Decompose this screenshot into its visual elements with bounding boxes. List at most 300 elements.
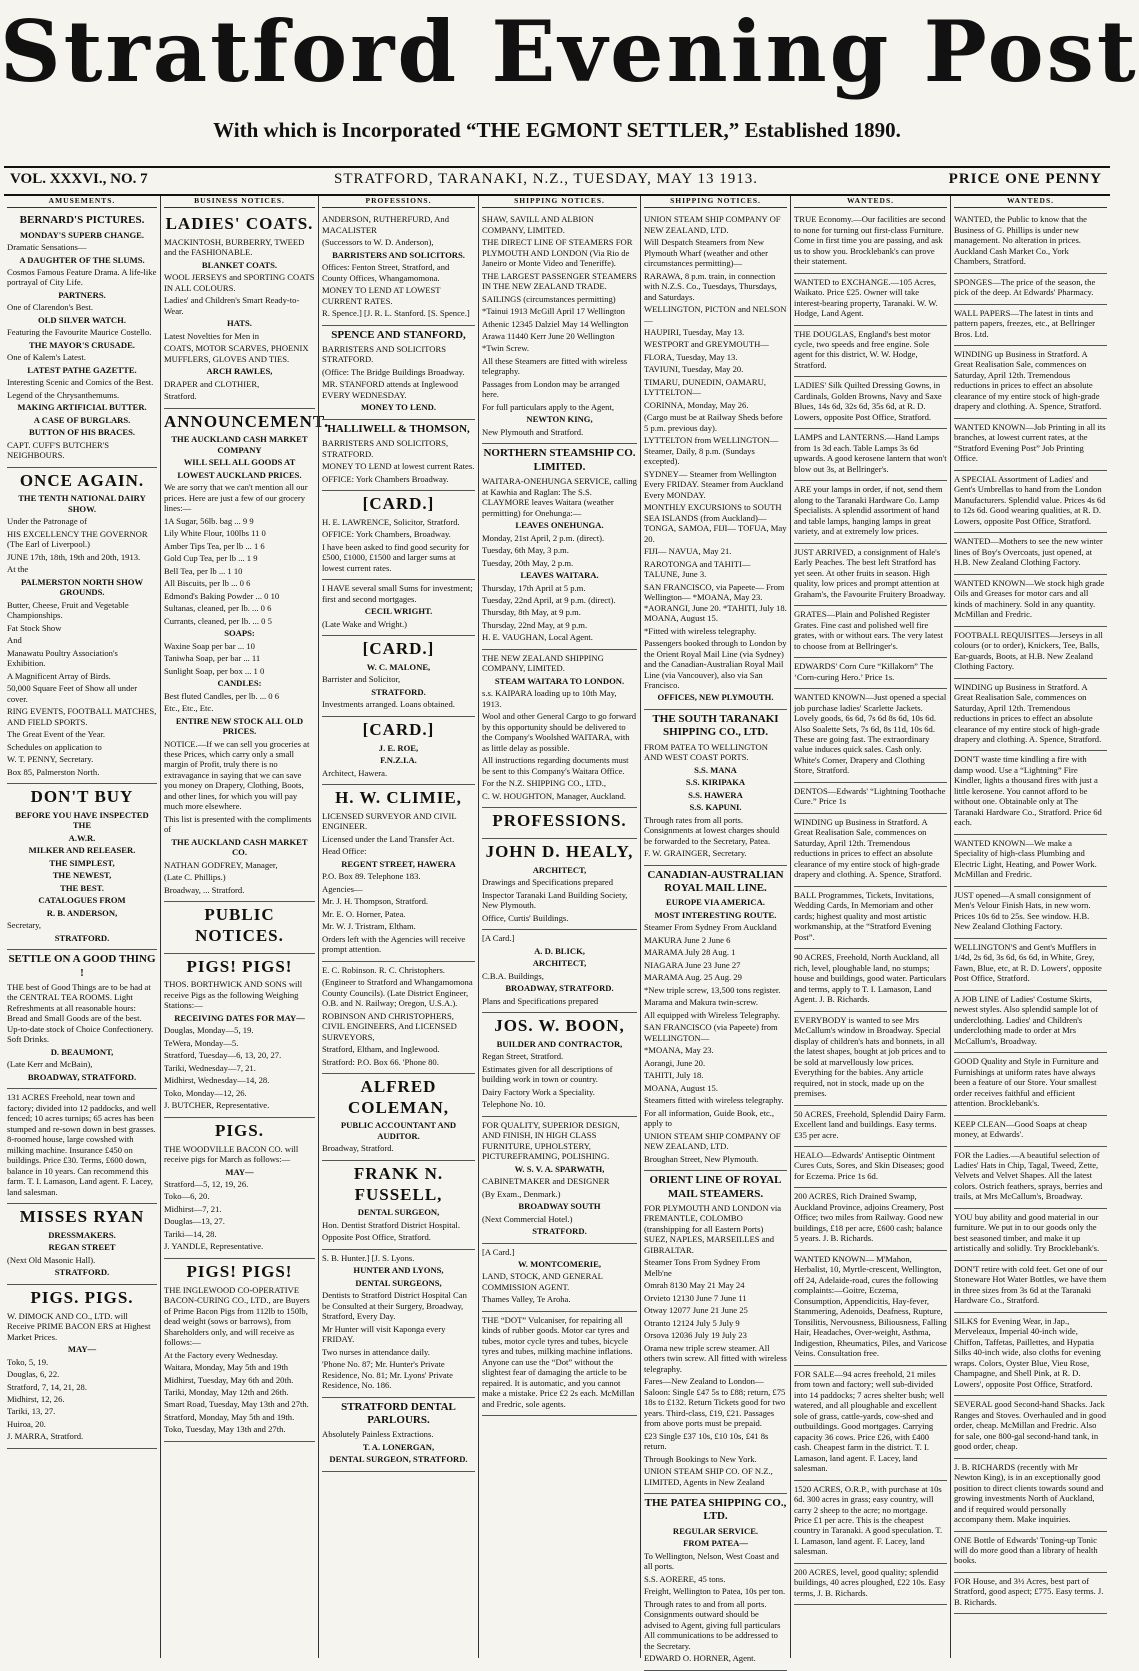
- advert-line: Passengers booked through to London by the Orient Royal Mail Line (via Sydney) and the Canadian-Australian Royal Mail Line (via Vancouver), also via San Francisco.: [644, 638, 787, 690]
- advert-line: FOR PLYMOUTH AND LONDON via FREMANTLE, COLOMBO (transhipping for all Eastern Ports) SUEZ, NAPLES, MARSEILLES and GIBRALTAR.: [644, 1202, 782, 1255]
- advert-line: One of Clarendon's Best.: [7, 302, 94, 313]
- advert-line: Agencies—: [322, 883, 363, 894]
- advert-line: Freight, Wellington to Patea, 10s per ton.: [644, 1586, 786, 1597]
- advert-line: Licensed under the Land Transfer Act.: [322, 833, 455, 844]
- advert-headline: KEEP CLEAN—Good Soaps at cheap money, at Edwards'.: [954, 1118, 1087, 1140]
- advert-headline: A JOB LINE of Ladies' Costume Skirts, newest styles. Also splendid sample lot of underclothing. Ladies' and Children's underclothing made to order at Mrs McCallum's, Broadway.: [954, 993, 1098, 1046]
- advert-line: Arawa 11440 Kerr June 20 Wellington: [482, 330, 615, 341]
- advertisement-block: [794, 481, 947, 543]
- advertisement-block: [644, 211, 787, 710]
- advert-headline: [A Card.]: [482, 1246, 515, 1257]
- advertisement-block: [164, 954, 315, 1118]
- advert-line: BLANKET COATS.: [201, 259, 278, 270]
- advertisement-block: [954, 211, 1107, 273]
- advert-line: SAN FRANCISCO, via Papeete— From Wellington— *MOANA, May 23. *AORANGI, June 20. *TAHITI, July 18. MOANA, August 15.: [644, 581, 787, 624]
- advert-headline: WINDING up Business in Stratford. A Great Realisation Sale, commences on Saturday, April 12th. Tremendous reductions in prices to effect an absolute clearance of my entire stock of high-grade drapery and clothing. A. Spence, Stratford.: [954, 348, 1102, 412]
- advertisement-block: [164, 902, 315, 953]
- advert-headline: ANDERSON, RUTHERFURD, And MACALISTER: [322, 214, 450, 235]
- advert-headline: DON'T BUY: [30, 787, 134, 807]
- advert-headline: STRATFORD DENTAL PARLOURS.: [341, 1400, 456, 1427]
- advert-headline: DON'T waste time kindling a fire with damp wood. Use a “Lightning” Fire Kindler, lights a thousand fires with just a little kerosene. You cannot afford to be without one. Obtainable only at The Taranaki Hardware Co., Stratford. Price 6d each.: [954, 754, 1102, 828]
- advertisement-block: [322, 420, 475, 491]
- advert-line: Stratford—5, 12, 19, 26.: [164, 1179, 249, 1189]
- advert-headline: WANTED KNOWN—We make a Speciality of high-class Plumbing and Electric Light, Heating, and Power Work. McMillan and Fredric.: [954, 837, 1097, 880]
- advert-headline: LADIES' COATS.: [165, 214, 314, 234]
- advert-headline: GRATES—Plain and Polished Register Grates. Fine cast and polished well fire grates, with or without ears. The very latest to choose from at Bellringer's.: [794, 609, 943, 651]
- advert-line: LEAVES WAITARA.: [520, 570, 599, 581]
- advert-line: UNION STEAM SHIP CO. OF N.Z., LIMITED, Agents in New Zealand: [644, 1466, 773, 1487]
- advert-line: Offices: Fenton Street, Stratford, and County Offices, Whangamomona.: [322, 262, 450, 283]
- advert-line: RECEIVING DATES FOR MAY—: [174, 1012, 305, 1023]
- masthead: [0, 0, 1139, 168]
- advertisement-block: [954, 991, 1107, 1053]
- advert-line: Plans and Specifications prepared: [482, 995, 599, 1006]
- advertisement-block: [164, 1259, 315, 1442]
- advert-line: NATHAN GODFREY, Manager,: [164, 859, 278, 870]
- advert-line: £23 Single £37 10s, £10 10s, £41 8s return.: [644, 1430, 769, 1452]
- advert-line: STRATFORD.: [371, 686, 426, 697]
- advert-line: Estimates given for all descriptions of building work in town or country.: [482, 1063, 613, 1085]
- advert-headline: HALLIWELL & THOMSON,: [327, 422, 470, 435]
- advert-headline: E. C. Robinson. R. C. Christophers.: [322, 964, 445, 975]
- advert-headline: TRUE Economy.—Our facilities are second to none for turning out first-class Furniture. Come in first time you are passing, and ask us to show you. Brocklebank's can prove their statement.: [794, 214, 946, 267]
- advert-line: LOWEST AUCKLAND PRICES.: [177, 469, 302, 480]
- advertisement-block: [954, 346, 1107, 419]
- advert-line: New Plymouth and Stratford.: [482, 426, 584, 437]
- advert-headline: ARE your lamps in order, if not, send them along to the Taranaki Hardware Co. Lamp Specialists. A splendid assortment of hand and table lamps, hanging lamps in great variety, and at extremely low prices.: [794, 484, 943, 537]
- advertisement-block: [482, 930, 637, 1013]
- advert-line: WESTPORT and GREYMOUTH—: [644, 339, 769, 350]
- advertisement-block: [954, 751, 1107, 834]
- advert-line: All these Steamers are fitted with wireless telegraphy.: [482, 355, 628, 377]
- advert-line: COATS, MOTOR SCARVES, PHOENIX MUFFLERS, GLOVES AND TIES.: [164, 343, 309, 364]
- advert-line: Cosmos Famous Feature Drama. A life-like portrayal of City Life.: [7, 267, 157, 288]
- advert-line: Best fluted Candles, per lb. ... 0 6: [164, 690, 280, 701]
- advert-headline: 200 ACRES, level, good quality; splendid buildings, 40 acres ploughed, £22 10s. Easy terms, J. B. Richards.: [794, 1566, 946, 1598]
- advert-line: Waxine Soap per bar ... 10: [164, 640, 255, 651]
- advert-line: (Successors to W. D. Anderson),: [322, 237, 434, 248]
- advertisement-block: [322, 1074, 475, 1161]
- advert-line: Athenic 12345 Dalziel May 14 Wellington: [482, 318, 629, 329]
- advert-line: W. S. V. A. SPARWATH,: [514, 1163, 605, 1174]
- advert-line: PUBLIC ACCOUNTANT AND AUDITOR.: [340, 1120, 457, 1141]
- advertisement-block: [322, 1250, 475, 1398]
- advert-headline: FOR QUALITY, SUPERIOR DESIGN, AND FINISH, IN HIGH CLASS FURNITURE, UPHOLSTERY, PICTUREFRAMING, POLISHING.: [482, 1119, 620, 1162]
- column-heading: AMUSEMENTS.: [7, 196, 157, 208]
- advert-headline: NORTHERN STEAMSHIP CO. LIMITED.: [483, 447, 636, 473]
- advert-line: MAY—: [67, 1344, 97, 1355]
- advert-line: F. W. GRAINGER, Secretary.: [644, 848, 747, 859]
- advert-line: MARAMA Aug. 25 Aug. 29: [644, 972, 742, 983]
- dateline: [4, 166, 1110, 196]
- advertisement-block: [954, 1396, 1107, 1458]
- advert-line: At the Factory every Wednesday.: [164, 1349, 278, 1360]
- advert-line: A Magnificent Array of Birds.: [7, 670, 111, 681]
- column-heading: PROFESSIONS.: [322, 196, 475, 208]
- advert-line: MONTHLY EXCURSIONS to SOUTH SEA ISLANDS (from Auckland)— TONGA, SAMOA, FIJI— TOFUA, May 20.: [644, 502, 787, 544]
- advert-line: (Office: The Bridge Buildings Broadway.: [322, 366, 465, 377]
- advert-line: DRESSMAKERS.: [48, 1229, 116, 1240]
- advert-line: And: [7, 635, 22, 646]
- advert-line: W. MONTCOMERIE,: [518, 1259, 601, 1269]
- advert-headline: SHAW, SAVILL AND ALBION COMPANY, LIMITED.: [482, 214, 594, 235]
- advert-headline: ALFRED COLEMAN,: [347, 1077, 450, 1117]
- advert-headline: THE “DOT” Vulcaniser, for repairing all kinds of rubber goods. Motor car tyres and tubes, motor cycle tyres and tubes, bicycle tyres and tubes, milking machine inflations. Anyone can use the “Dot” without the slightest fear of damaging the article to be repaired. It is automatic, and you cannot make a mistake. Price £2 2s each. McMillan and Fredric, sole agents.: [482, 1314, 635, 1409]
- advertisement-block: [794, 814, 947, 887]
- advert-line: Stratford, Monday, May 5th and 19th.: [164, 1411, 295, 1422]
- advert-line: TAVIUNI, Tuesday, May 20.: [644, 364, 744, 375]
- advertisement-block: [794, 949, 947, 1011]
- advert-headline: JOHN D. HEALY,: [485, 841, 634, 861]
- advert-line: MR. STANFORD attends at Inglewood EVERY WEDNESDAY.: [322, 379, 459, 400]
- place-and-date: STRATFORD, TARANAKI, N.Z., TUESDAY, MAY 13 1913.: [334, 171, 758, 187]
- advert-line: Monday, 21st April, 2 p.m. (direct).: [482, 532, 605, 543]
- advertisement-block: [322, 1398, 475, 1472]
- advert-line: H. E. LAWRENCE, Solicitor, Stratford.: [322, 516, 460, 527]
- advert-line: At the: [7, 564, 29, 575]
- advert-headline: FOR SALE—94 acres freehold, 21 miles from town and factory; well sub-divided into 14 paddocks; 7 acres shelter bush; well watered, and all ploughable and excellent sole of grass, cattle-yards, cow-shed and outbuildings. Good mortgages. Carrying capacity 36 cows. Price £26, with £400 cash. Cheapest farm in the district. T. I. Lamason, land agent. F. Lacey, land salesman.: [794, 1368, 945, 1474]
- advert-line: MARAMA July 28 Aug. 1: [644, 947, 736, 958]
- advert-line: Mr. J. H. Thompson, Stratford.: [322, 896, 429, 907]
- advert-line: C. W. HOUGHTON, Manager, Auckland.: [482, 790, 626, 801]
- advert-line: Ladies' and Children's Smart Ready-to-Wear.: [164, 295, 300, 316]
- advert-line: Toko, 5, 19.: [7, 1356, 49, 1367]
- advert-line: *Twin Screw.: [482, 343, 530, 354]
- advert-line: HAUPIRI, Tuesday, May 13.: [644, 326, 745, 337]
- column-3: [318, 196, 478, 1658]
- advert-headline: SETTLE ON A GOOD THING !: [8, 953, 156, 979]
- advertisement-block: [7, 1089, 157, 1204]
- advert-line: Dairy Factory Work a Speciality.: [482, 1086, 595, 1097]
- advert-line: Bell Tea, per lb ... 1 10: [164, 565, 243, 576]
- column-heading: SHIPPING NOTICES.: [644, 196, 787, 208]
- advertisement-block: [322, 785, 475, 962]
- advert-headline: LADIES' Silk Quilted Dressing Gowns, in Cardinals, Golden Browns, Navy and Saxe Blues, 14s 6d, 32s 6d, 35s 6d, at R. D. Lowers, opposite Post Office, Stratford.: [794, 380, 942, 422]
- advert-line: ARCHITECT,: [532, 958, 587, 969]
- advert-line: DRAPER and CLOTHIER,: [164, 378, 260, 389]
- advert-headline: PIGS. PIGS.: [30, 1287, 134, 1307]
- advert-line: Fat Stock Show: [7, 622, 62, 633]
- advert-line: Thursday, 22nd May, at 9 p.m.: [482, 619, 588, 630]
- advert-line: *Tainui 1913 McGill April 17 Wellington: [482, 306, 625, 317]
- advertisement-block: [322, 717, 475, 785]
- advert-line: Thursday, 17th April at 5 p.m.: [482, 582, 586, 593]
- advert-line: THE best of Good Things are to be had at the CENTRAL TEA ROOMS. Light Refreshments at all reasonable hours: Bread and Small Goods are of the best. Up-to-date stock of Choice Confectionery. Soft Drinks.: [7, 981, 154, 1045]
- advert-headline: 1520 ACRES, O.R.P., with purchase at 10s 6d. 300 acres in grass; easy country, will carry 2 sheep to the acre; no mortgage. Price £1 per acre. This is the cheapest country in Taranaki. A good speculation. T. I. Lamason, land agent. F. Lacey, land salesman.: [794, 1483, 943, 1557]
- advert-headline: ONE Bottle of Edwards' Toning-up Tonic will do more good than a library of health books.: [954, 1534, 1098, 1566]
- advertisement-block: [794, 1106, 947, 1147]
- advert-headline: WANTED, the Public to know that the Business of G. Phillips is under new management. No alteration in prices. Auckland Cash Market Co., York Chambers, Stratford.: [954, 214, 1087, 267]
- advert-line: Head Office:: [322, 846, 367, 857]
- advert-headline: HEALO—Edwards' Antiseptic Ointment Cures Cuts, Sores, and Skin Diseases; good for Eczema. Price 1s 6d.: [794, 1149, 944, 1181]
- advertisement-block: [954, 575, 1107, 627]
- advert-line: Wool and other General Cargo to go forward by this opportunity should be delivered to the Company's Woolshed WAITARA, with as little delay as possible.: [482, 711, 637, 753]
- advert-line: *Fitted with wireless telegraphy.: [644, 625, 757, 636]
- advert-line: Steamer From Sydney From Auckland: [644, 922, 777, 933]
- advertisement-block: [794, 689, 947, 783]
- advertisement-block: [164, 409, 330, 903]
- advert-line: WOOL JERSEYS and SPORTING COATS IN ALL COLOURS.: [164, 272, 315, 293]
- advertisement-block: [954, 835, 1107, 887]
- advert-line: MONEY TO LEND AT LOWEST CURRENT RATES.: [322, 285, 441, 306]
- advert-headline: THE NEW ZEALAND SHIPPING COMPANY, LIMITED.: [482, 652, 604, 674]
- advert-line: (Cargo must be at Railway Sheds before 5 p.m. previous day).: [644, 412, 783, 433]
- advertisement-block: [322, 962, 475, 1074]
- advert-line: UNION STEAM SHIP COMPANY OF NEW ZEALAND, LTD.: [644, 1130, 781, 1152]
- advert-line: Etc., Etc., Etc.: [164, 703, 214, 714]
- advert-headline: JOS. W. BOON,: [494, 1016, 625, 1036]
- advert-line: Broadway, ... Stratford.: [164, 884, 245, 895]
- advert-line: J. MARRA, Stratford.: [7, 1431, 84, 1442]
- advert-headline: MISSES RYAN: [19, 1207, 145, 1227]
- advert-line: ROBINSON AND CHRISTOPHERS, CIVIL ENGINEERS, And LICENSED SURVEYORS,: [322, 1010, 457, 1042]
- advert-headline: WELLINGTON'S and Gent's Mufflers in 1/4d, 2s 6d, 3s 6d, 6s 6d, in White, Grey, Fawn, Blue, etc, at R. D. Lowers', opposite Post Office, Stratford.: [954, 941, 1102, 984]
- advert-headline: YOU buy ability and good material in our furniture. We put in to our goods only the best seasoned timber, and make it up artistically and solidly. Try Brocklebank's.: [954, 1211, 1100, 1254]
- advert-headline: 50 ACRES, Freehold, Splendid Dairy Farm. Excellent land and buildings. Easy terms. £35 per acre.: [794, 1108, 946, 1140]
- advertisement-block: [954, 1147, 1107, 1209]
- advert-line: JUNE 17th, 18th, 19th and 20th, 1913.: [7, 551, 141, 562]
- advert-line: All Biscuits, per lb ... 0 6: [164, 578, 251, 589]
- advert-line: HUNTER AND LYONS,: [353, 1265, 444, 1276]
- advertisement-block: [7, 1285, 157, 1449]
- advertisement-block: [794, 377, 947, 429]
- advert-line: Dentists to Stratford District Hospital Can be Consulted at their Surgery, Broadway, Stratford, Every Day.: [322, 1290, 467, 1322]
- advert-line: Featuring the Favourite Maurice Costello.: [7, 327, 152, 338]
- advert-line: THE AUCKLAND CASH MARKET COMPANY: [171, 434, 308, 455]
- advert-line: P.O. Box 89. Telephone 183.: [322, 871, 421, 882]
- advert-line: NOTICE.—If we can sell you groceries at these Prices, which carry only a small margin of Profit, truly there is no extravagance in saying that we can save you money on Drapery, Clothing, Boots, and other lines, for which you will pay much more elsewhere.: [164, 738, 310, 812]
- advert-line: H. E. VAUGHAN, Local Agent.: [482, 632, 593, 643]
- advertisement-block: [794, 1564, 947, 1605]
- advert-line: SOAPS:: [224, 628, 255, 639]
- advert-line: THE BEST.: [60, 882, 104, 893]
- advert-line: Broadway, Stratford.: [322, 1143, 394, 1154]
- advert-line: Douglas, Monday—5, 19.: [164, 1025, 254, 1036]
- advert-line: (Late Kerr and McBain),: [7, 1059, 93, 1070]
- advert-line: Waitara, Monday, May 5th and 19th: [164, 1362, 289, 1373]
- advert-line: W. C. MALONE,: [366, 661, 431, 672]
- advertisement-block: [794, 1147, 947, 1188]
- advert-line: MAKURA June 2 June 6: [644, 934, 731, 945]
- advert-headline: 131 ACRES Freehold, near town and factory; divided into 12 paddocks, and well fenced; 10 acres turnips; 65 acres has been stumped and re-sown down in best grasses. 8-roomed house, large cowshed with milking machine. Insurance £450 on buildings. Price £30. Terms, £600 down, balance in 10 years. Can recommend this farm. T. I. Lamason, Land agent. F. Lacey, land salesman.: [7, 1092, 157, 1197]
- advert-headline: J. B. RICHARDS (recently with Mr Newton King), is in an exceptionally good position to direct clients towards sound and growing investments North of Auckland, and if required would personally accompany them. Make inquiries.: [954, 1461, 1104, 1525]
- advert-line: C.B.A. Buildings,: [482, 970, 544, 981]
- advert-line: Thames Valley, Te Aroha.: [482, 1294, 571, 1305]
- advert-line: EUROPE VIA AMERICA.: [666, 897, 765, 908]
- advert-line: RARAWA, 8 p.m. train, in connection with N.Z.S. Co., Tuesdays, Thursdays, and Saturdays.: [644, 270, 777, 302]
- advert-line: OLD SILVER WATCH.: [38, 314, 126, 325]
- advert-line: Regan Street, Stratford.: [482, 1051, 564, 1062]
- advert-headline: GOOD Quality and Style in Furniture and Furnishings at uniform rates have always been a feature of our Store. Your smallest order receives faithful and efficient attention. Brocklebank's.: [954, 1056, 1099, 1109]
- advert-line: BARRISTERS AND SOLICITORS, STRATFORD.: [322, 438, 449, 459]
- advert-line: BROADWAY SOUTH: [518, 1201, 601, 1212]
- advert-line: THE DIRECT LINE OF STEAMERS FOR PLYMOUTH AND LONDON (Via Rio de Janeiro or Monte Video and Teneriffe).: [482, 237, 633, 269]
- advert-headline: PROFESSIONS.: [492, 811, 627, 831]
- advert-line: WILL SELL ALL GOODS AT: [183, 457, 296, 468]
- advertisement-block: [794, 1366, 947, 1481]
- advert-line: FIJI— NAVUA, May 21.: [644, 546, 732, 557]
- advert-headline: ORIENT LINE OF ROYAL MAIL STEAMERS.: [649, 1174, 782, 1200]
- advert-line: MONEY TO LEND at lowest current Rates.: [322, 461, 475, 472]
- advert-line: J. E. ROE,: [378, 742, 419, 753]
- advert-line: FLORA, Tuesday, May 13.: [644, 351, 738, 362]
- advert-line: A DAUGHTER OF THE SLUMS.: [19, 254, 145, 265]
- advert-line: LICENSED SURVEYOR AND CIVIL ENGINEER.: [322, 810, 457, 832]
- advert-line: Marama and Makura twin-screw.: [644, 997, 758, 1008]
- advert-line: PARTNERS.: [58, 289, 106, 300]
- advertisement-block: [164, 211, 315, 409]
- newspaper-subtitle: With which is Incorporated “THE EGMONT SETTLER,” Established 1890.: [213, 118, 901, 142]
- price: PRICE ONE PENNY: [948, 171, 1102, 187]
- advert-line: Will Despatch Steamers from New Plymouth Wharf (weather and other circumstances permitting)—: [644, 237, 768, 269]
- advert-line: Lily White Flour, 100lbs 11 0: [164, 528, 266, 539]
- advertisement-block: [7, 784, 157, 950]
- advert-headline: 200 ACRES, Rich Drained Swamp, Auckland Province, adjoins Creamery, Post Office; two miles from Railway. Good new buildings, £18 per acre, £600 cash; balance 5 years. J. B. Richards.: [794, 1191, 944, 1244]
- advert-line: CAPT. CUFF'S BUTCHER'S NEIGHBOURS.: [7, 439, 110, 461]
- advert-line: CANDLES:: [217, 678, 262, 689]
- advert-line: S.S. HAWERA: [688, 789, 743, 800]
- advert-headline: THE SOUTH TARANAKI SHIPPING CO., LTD.: [652, 712, 779, 739]
- advert-line: Tuesday, 22nd April, at 9 p.m. (direct).: [482, 595, 616, 605]
- advert-line: THE NEWEST,: [52, 870, 112, 881]
- advert-line: STRATFORD.: [532, 1226, 587, 1237]
- advert-headline: WANTED KNOWN—Just opened a special job purchase ladies' Scarlette Jackets. Lovely goods, 6s 6d, 7s 6d 8s 6d, 10s 6d. Also Soalette Sets, 7s 6d, 8s 11d, 10s 6d. These are going fast. The extraordinary value induces quick sales. Cash only. White's Corner, Drapery and Clothing Store, Stratford.: [794, 692, 947, 776]
- advert-line: D. BEAUMONT,: [50, 1046, 114, 1057]
- advert-line: LEAVES ONEHUNGA.: [515, 520, 604, 531]
- advert-line: Orsova 12036 July 19 July 23: [644, 1330, 747, 1341]
- advert-line: Legend of the Chrysanthemums.: [7, 389, 120, 400]
- advert-line: ARCHITECT,: [532, 864, 587, 875]
- advert-line: W. DIMOCK AND CO., LTD. will Receive PRIME BACON ERS at Highest Market Prices.: [7, 1310, 151, 1342]
- advert-headline: ANNOUNCEMENT.: [164, 411, 330, 431]
- advert-line: MOST INTERESTING ROUTE.: [654, 909, 777, 920]
- advert-headline: ONCE AGAIN.: [19, 470, 145, 490]
- advert-line: Stratford.: [164, 391, 197, 402]
- advertisement-block: [794, 274, 947, 326]
- advert-line: RING EVENTS, FOOTBALL MATCHES, AND FIELD SPORTS.: [7, 706, 157, 727]
- advert-headline: WANTED—Mothers to see the new winter lines of Boy's Overcoats, just opened, at H.B. New Zealand Clothing Factory.: [954, 536, 1103, 568]
- advert-line: Office, Curtis' Buildings.: [482, 912, 569, 923]
- advert-headline: WANTED KNOWN—Job Printing in all its branches, at lowest current rates, at the “Stratford Evening Post” Job Printing Office.: [954, 421, 1106, 464]
- advert-headline: WINDING up Business in Stratford. A Great Realisation Sale, commences on Saturday, April 12th. Tremendous reductions in prices to effect an absolute clearance of my entire stock of high-grade drapery and clothing. A. Spence, Stratford.: [794, 816, 942, 880]
- advert-line: Amber Tips Tea, per lb ... 1 6: [164, 540, 265, 551]
- advert-line: S.S. KAPUNI.: [689, 802, 742, 813]
- advertisement-block: [794, 1481, 947, 1564]
- advertisement-block: [482, 839, 637, 930]
- advert-headline: PIGS! PIGS!: [186, 1261, 293, 1281]
- advert-line: A. D. BLICK,: [534, 945, 585, 956]
- advert-line: Tariki—14, 28.: [164, 1228, 217, 1239]
- advertisement-block: [794, 326, 947, 378]
- advertisement-block: [322, 1161, 475, 1250]
- advert-line: Secretary,: [7, 920, 42, 931]
- advertisement-block: [954, 887, 1107, 939]
- advert-line: Interesting Scenic and Comics of the Best.: [7, 377, 154, 388]
- advert-line: Steamers fitted with wireless telegraphy.: [644, 1095, 784, 1106]
- column-7: [950, 196, 1110, 1658]
- advert-line: CORINNA, Monday, May 26.: [644, 399, 749, 410]
- advertisement-block: [482, 650, 637, 808]
- advert-headline: WALL PAPERS—The latest in tints and pattern papers, freezes, etc., at Bellringer Bros. Ltd.: [954, 307, 1096, 339]
- advertisement-block: [794, 211, 947, 273]
- advertisement-block: [954, 1573, 1107, 1614]
- advert-line: MAKING ARTIFICIAL BUTTER.: [17, 402, 147, 413]
- advert-line: Tariki, Wednesday—7, 21.: [164, 1062, 256, 1073]
- column-5: [640, 196, 790, 1664]
- advert-line: Orvieto 12130 June 7 June 11: [644, 1292, 747, 1303]
- advert-line: Tuesday, 20th May, 2 p.m.: [482, 557, 574, 568]
- advert-headline: FOOTBALL REQUISITES—Jerseys in all colours (or to order), Knickers, Tee, Balls, Ear-guards, Boots, at H.B. New Zealand Clothing Factory.: [954, 629, 1103, 672]
- advert-line: All equipped with Wireless Telegraphy.: [644, 1009, 780, 1020]
- advertisement-block: [644, 866, 787, 1171]
- advertisement-block: [954, 471, 1107, 533]
- advert-line: Hon. Dentist Stratford District Hospital.: [322, 1219, 460, 1230]
- advert-headline: FOR the Ladies.—A beautiful selection of Ladies' Hats in Chip, Tagal, Tweed, Zette, Velvets and Velvet Shapes. All the latest colors. Ostrich feathers, sprays, berries and trails, at Mrs McCallum's, Broadway.: [954, 1149, 1103, 1202]
- advertisement-block: [322, 491, 475, 580]
- advert-line: Aorangi, June 20.: [644, 1057, 706, 1068]
- advertisement-block: [644, 1494, 787, 1671]
- advert-line: THE MAYOR'S CRUSADE.: [29, 339, 135, 350]
- advert-line: Douglas—13, 27.: [164, 1216, 225, 1227]
- advert-line: Through Bookings to New York.: [644, 1453, 757, 1464]
- advert-headline: JUST ARRIVED, a consignment of Hale's Early Peaches. The best left Stratford has yet seen. At other fruits in season. High quality, low prices and prompt attention at Graham's, the Favourite Fruitery Broadway.: [794, 546, 946, 599]
- advert-headline: FRANK N. FUSSELL,: [353, 1163, 444, 1204]
- advert-line: Omrah 8130 May 21 May 24: [644, 1280, 745, 1291]
- advert-line: Midhirst, Tuesday, May 6th and 20th.: [164, 1374, 294, 1385]
- advert-line: PALMERSTON NORTH SHOW GROUNDS.: [20, 576, 144, 598]
- advert-headline: UNION STEAM SHIP COMPANY OF NEW ZEALAND, LTD.: [644, 214, 781, 235]
- advert-headline: BALL Programmes, Tickets, Invitations, Wedding Cards, In Memoriam and other cards; highest quality and most artistic workmanship, at the “Stratford Evening Post”.: [794, 889, 935, 942]
- advert-headline: SPENCE AND STANFORD,: [331, 328, 466, 341]
- advert-line: J. YANDLE, Representative.: [164, 1241, 264, 1252]
- advert-headline: S. B. Hunter.] [J. S. Lyons.: [322, 1252, 415, 1263]
- advert-line: THE TENTH NATIONAL DAIRY SHOW.: [18, 493, 146, 514]
- advert-line: DENTAL SURGEON,: [357, 1207, 440, 1218]
- advert-line: Schedules on application to: [7, 741, 102, 752]
- advert-line: Architect, Hawera.: [322, 767, 388, 778]
- advertisement-block: [954, 679, 1107, 752]
- advert-headline: WANTED KNOWN— M'Mahon, Herbalist, 10, Myrtle-crescent, Wellington, off 24, Adelaide-road, cures the following complaints:—Goitre, Eczema, Consumption, Appendicitis, Hay-fever, Stammering, Adenoids, Deafness, Rupture, Tonsilitis, Nervousness, Biliousness, Falling Hair, Headaches, Over-weight, Asthma, Indigestion, Rheumatics, Piles, and Varicose Veins. Consultation free.: [794, 1253, 947, 1359]
- advert-line: To Wellington, Nelson, West Coast and all ports.: [644, 1550, 779, 1572]
- advert-line: Two nurses in attendance daily.: [322, 1346, 430, 1357]
- advert-line: Stratford, Tuesday—6, 13, 20, 27.: [164, 1050, 282, 1061]
- advert-line: THE AUCKLAND CASH MARKET CO.: [171, 836, 308, 858]
- advert-line: STRATFORD.: [54, 932, 110, 943]
- column-heading: BUSINESS NOTICES.: [164, 196, 315, 208]
- advertisement-block: [482, 808, 637, 839]
- advert-line: Toko—6, 20.: [164, 1191, 210, 1202]
- advert-headline: LAMPS and LANTERNS.—Hand Lamps from 1s 3d each. Table Lamps 3s 6d upwards. A good kerosene lantern that won't blow out 3s, at Bellringer's.: [794, 432, 947, 474]
- advert-headline: PUBLIC NOTICES.: [195, 905, 284, 946]
- advertisement-block: [954, 1261, 1107, 1313]
- advert-line: CATALOGUES FROM: [38, 895, 126, 906]
- advert-line: For the N.Z. SHIPPING CO., LTD.,: [482, 778, 607, 789]
- advert-line: (Engineer to Stratford and Whangamomona County Councils). (Late District Engineer, O.B. and N. Railway; Oregon, U.S.A.).: [322, 977, 473, 1009]
- advert-line: DENTAL SURGEON, STRATFORD.: [329, 1454, 468, 1465]
- advert-line: MOANA, August 15.: [644, 1082, 719, 1093]
- advert-line: Mr Hunter will visit Kaponga every FRIDAY.: [322, 1323, 446, 1345]
- advert-headline: JUST opened—A small consignment of Men's Velour Finish Hats, in new worn. Prices 10s 6d to 25s. See window. H.B. New Zealand Clothing Factory.: [954, 889, 1091, 932]
- advert-line: BUILDER AND CONTRACTOR,: [496, 1038, 623, 1049]
- advertisement-block: [794, 887, 947, 949]
- advert-line: Tariki, 13, 27.: [7, 1406, 56, 1417]
- advert-line: THE SIMPLEST,: [49, 857, 115, 868]
- advert-line: SAILINGS (circumstances permitting): [482, 293, 616, 304]
- advert-line: Through rates from all ports. Consignments at lowest charges should be forwarded to the Secretary, Patea.: [644, 814, 780, 846]
- advertisement-block: [954, 274, 1107, 305]
- advert-line: Taniwha Soap, per bar ... 11: [164, 653, 261, 664]
- advert-line: MILKER AND RELEASER.: [28, 845, 136, 856]
